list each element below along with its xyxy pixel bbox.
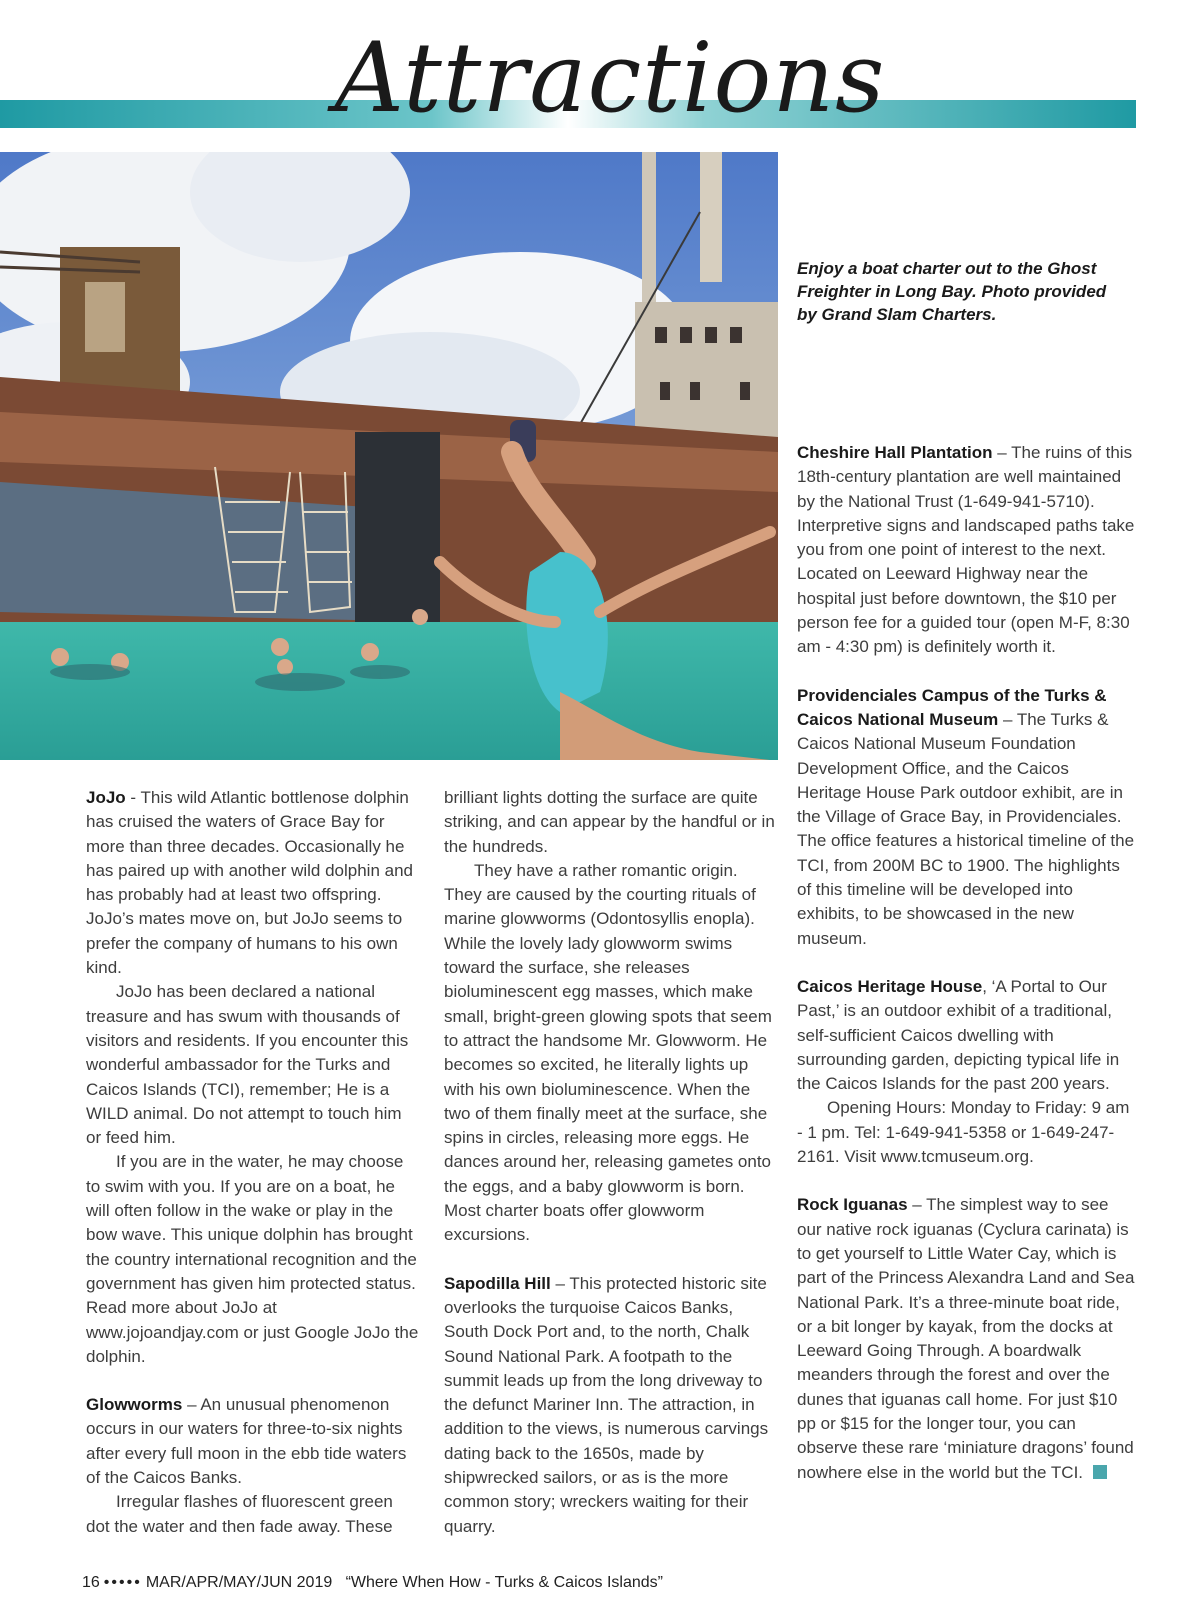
cheshire-heading: Cheshire Hall Plantation [797, 443, 993, 462]
page-title: Attractions [334, 22, 886, 134]
glowworms-paragraph-1: Glowworms – An unusual phenomenon occurs in our waters for three-to-six nights after every full moon in the ebb tide waters of the Caicos Banks. [86, 1395, 407, 1488]
issue-date: MAR/APR/MAY/JUN 2019 [145, 1574, 333, 1591]
jojo-paragraph-2: JoJo has been declared a national treasure and has swum with thousands of visitors and residents. If you encounter this wonderful ambassador for the Turks and Caicos Islands (TCI), remember; He is a WILD animal. Do not attempt to touch him or feed him. [86, 982, 409, 1148]
photo-caption: Enjoy a boat charter out to the Ghost Freighter in Long Bay. Photo provided by Grand Slam Charters. [797, 259, 1107, 324]
column-right [797, 441, 1137, 1485]
glowworms-paragraph-2: Irregular flashes of fluorescent green dot the water and then fade away. These [86, 1492, 393, 1536]
column-left [86, 786, 421, 1539]
museum-heading: Providenciales Campus of the Turks & Caicos National Museum [797, 685, 1107, 729]
end-of-article-square-icon [1093, 1465, 1107, 1479]
museum-paragraph: Providenciales Campus of the Turks & Caicos National Museum – The Turks & Caicos National Museum Foundation Development Office, and the Caicos Heritage House Park outdoor exhibit, are in the Village of Grace Bay, in Providenciales. The office features a historical timeline of the TCI, from 200M BC to 1900. The highlights of this timeline will be developed into exhibits, to be showcased in the new museum. [797, 685, 1135, 948]
jojo-paragraph-1: JoJo - This wild Atlantic bottlenose dolphin has cruised the waters of Grace Bay for more than three decades. Occasionally he has paired up with another wild dolphin and has probably had at least two offspring. JoJo’s mates move on, but JoJo seems to prefer the company of humans to his own kind. [86, 788, 414, 978]
iguanas-heading: Rock Iguanas [797, 1195, 908, 1215]
page-footer [82, 1574, 663, 1592]
page-number: 16 [82, 1574, 100, 1591]
glowworms-heading: Glowworms [86, 1395, 183, 1415]
column-middle [444, 786, 779, 1539]
heritage-paragraph-1: Caicos Heritage House, ‘A Portal to Our Past,’ is an outdoor exhibit of a traditional, self-sufficient Caicos dwelling with surrounding garden, depicting typical life in the Caicos Islands for the past 200 years. [797, 976, 1120, 1094]
sapodilla-heading: Sapodilla Hill [444, 1273, 551, 1293]
cheshire-paragraph: Cheshire Hall Plantation – The ruins of this 18th-century plantation are well maintained by the National Trust (1-649-941-5710). Interpretive signs and landscaped paths take you from one point of interest to the next. Located on Leeward Highway near the hospital just before downtown, the $10 per person fee for a guided tour (open M-F, 8:30 am - 4:30 pm) is definitely worth it. [797, 443, 1135, 657]
heritage-heading: Caicos Heritage House [797, 976, 983, 996]
publication-name: “Where When How - Turks & Caicos Islands” [345, 1574, 663, 1591]
iguanas-paragraph: Rock Iguanas – The simplest way to see our native rock iguanas (Cyclura carinata) is to get yourself to Little Water Cay, which is part of the Princess Alexandra Land and Sea National Park. It’s a three-minute boat ride, or a bit longer by kayak, from the docks at Leeward Going Through. A boardwalk meanders through the forest and over the dunes that iguanas call home. For just $10 pp or $15 for the longer tour, you can observe these rare ‘miniature dragons’ found nowhere else in the world but the TCI. [797, 1195, 1135, 1482]
jojo-paragraph-3: If you are in the water, he may choose to swim with you. If you are on a boat, he will often follow in the wake or play in the bow wave. This unique dolphin has brought the country international recognition and the government has given him protected status. Read more about JoJo at www.jojoandjay.com or just Google JoJo the dolphin. [86, 1152, 419, 1366]
sapodilla-paragraph: Sapodilla Hill – This protected historic site overlooks the turquoise Caicos Banks, South Dock Port and, to the north, Chalk Sound National Park. A footpath to the summit leads up from the long driveway to the defunct Mariner Inn. The attraction, in addition to the views, is numerous carvings dating back to the 1650s, made by shipwrecked sailors, or as is the more common story; wreckers waiting for their quarry. [444, 1273, 769, 1536]
footer-dots: ••••• [103, 1574, 142, 1591]
ghost-freighter-photo [0, 152, 778, 760]
glowworms-paragraph-2-continued: brilliant lights dotting the surface are quite striking, and can appear by the handful or in the hundreds. [444, 788, 775, 856]
jojo-heading: JoJo [86, 788, 126, 807]
heritage-paragraph-2: Opening Hours: Monday to Friday: 9 am - 1 pm. Tel: 1-649-941-5358 or 1-649-247-2161. Visit www.tcmuseum.org. [797, 1098, 1130, 1167]
glowworms-paragraph-3: They have a rather romantic origin. They are caused by the courting rituals of marine glowworms (Odontosyllis enopla). While the lovely lady glowworm swims toward the surface, she releases bioluminescent egg masses, which make small, bright-green glowing spots that seem to attract the handsome Mr. Glowworm. He becomes so excited, he literally lights up with his own bioluminescence. When the two of them finally meet at the surface, she spins in circles, releasing more eggs. He dances around her, releasing gametes onto the eggs, and a baby glowworm is born. Most charter boats offer glowworm excursions. [444, 860, 772, 1245]
